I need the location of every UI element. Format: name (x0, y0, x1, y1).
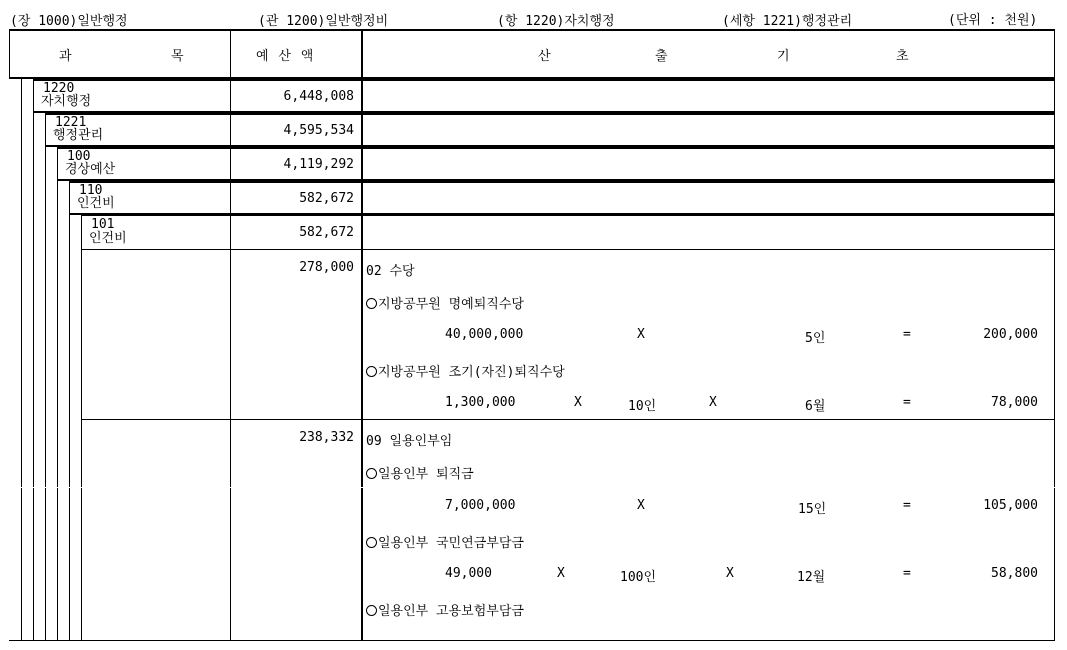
circle-bullet-icon (366, 366, 377, 377)
block2-calc2-b: 100인 (620, 570, 657, 585)
block2-title: 09 일용인부임 (366, 434, 453, 449)
block2-amount: 238,332 (299, 430, 354, 445)
col-gwamok-1: 과 (59, 49, 72, 64)
block2-calc1-op: X (637, 498, 645, 513)
block1-title: 02 수당 (366, 264, 415, 279)
block2-calc2-op1: X (557, 566, 565, 581)
item-amount: 4,119,292 (283, 157, 354, 172)
col-calc-1: 산 (538, 49, 551, 64)
block2-calc2-a: 49,000 (445, 566, 492, 581)
circle-bullet-icon (366, 298, 377, 309)
col-calc-3: 기 (777, 49, 790, 64)
block2-calc1-eq: = (903, 498, 911, 513)
block1-calc2-eq: = (903, 395, 911, 410)
block1-calc2-op1: X (574, 395, 582, 410)
item-code: 101 (91, 217, 115, 232)
block2-calc2-eq: = (903, 566, 911, 581)
header-jang: (장 1000)일반행정 (10, 14, 128, 29)
block2-line1: 일용인부 퇴직금 (366, 463, 474, 482)
item-code: 1220 (43, 81, 75, 96)
block2-calc1-b: 15인 (798, 502, 827, 517)
col-gwamok-2: 목 (171, 49, 184, 64)
circle-bullet-icon (366, 537, 377, 548)
block1-calc2-a: 1,300,000 (445, 395, 516, 410)
block2-calc1-a: 7,000,000 (445, 498, 516, 513)
item-code: 110 (79, 183, 103, 198)
col-calc-4: 초 (896, 49, 909, 64)
item-name: 경상예산 (65, 162, 116, 177)
item-code: 1221 (55, 115, 87, 130)
block1-line1: 지방공무원 명예퇴직수당 (366, 293, 524, 312)
circle-bullet-icon (366, 605, 377, 616)
block2-line3: 일용인부 고용보험부담금 (366, 600, 524, 619)
item-amount: 6,448,008 (283, 89, 354, 104)
block1-line2: 지방공무원 조기(자진)퇴직수당 (366, 361, 565, 380)
header-hang: (항 1220)자치행정 (497, 14, 615, 29)
item-name: 행정관리 (53, 128, 104, 143)
item-amount: 4,595,534 (283, 123, 354, 138)
block1-calc1-op: X (637, 327, 645, 342)
header-sehang: (세항 1221)행정관리 (722, 14, 853, 29)
block1-calc2-c: 6월 (805, 399, 826, 414)
block1-amount: 278,000 (299, 260, 354, 275)
item-name: 자치행정 (41, 94, 92, 109)
item-amount: 582,672 (299, 225, 354, 240)
item-name: 인건비 (89, 231, 127, 246)
block1-calc2-op2: X (709, 395, 717, 410)
col-budget: 예 산 액 (256, 49, 315, 64)
block1-calc1-a: 40,000,000 (445, 327, 524, 342)
block2-calc1-result: 105,000 (983, 498, 1038, 513)
block2-line2: 일용인부 국민연금부담금 (366, 532, 524, 551)
block1-calc1-result: 200,000 (983, 327, 1038, 342)
block2-calc2-op2: X (726, 566, 734, 581)
item-amount: 582,672 (299, 191, 354, 206)
item-name: 인건비 (77, 196, 115, 211)
block2-calc2-result: 58,800 (991, 566, 1038, 581)
circle-bullet-icon (366, 468, 377, 479)
col-calc-2: 출 (655, 49, 668, 64)
block1-calc1-eq: = (903, 327, 911, 342)
block1-calc2-result: 78,000 (991, 395, 1038, 410)
header-unit: (단위 : 천원) (948, 13, 1038, 28)
block2-calc2-c: 12월 (797, 570, 826, 585)
block1-calc1-b: 5인 (805, 331, 826, 346)
header-gwan: (관 1200)일반행정비 (258, 14, 389, 29)
block1-calc2-b: 10인 (628, 399, 657, 414)
item-code: 100 (67, 149, 91, 164)
